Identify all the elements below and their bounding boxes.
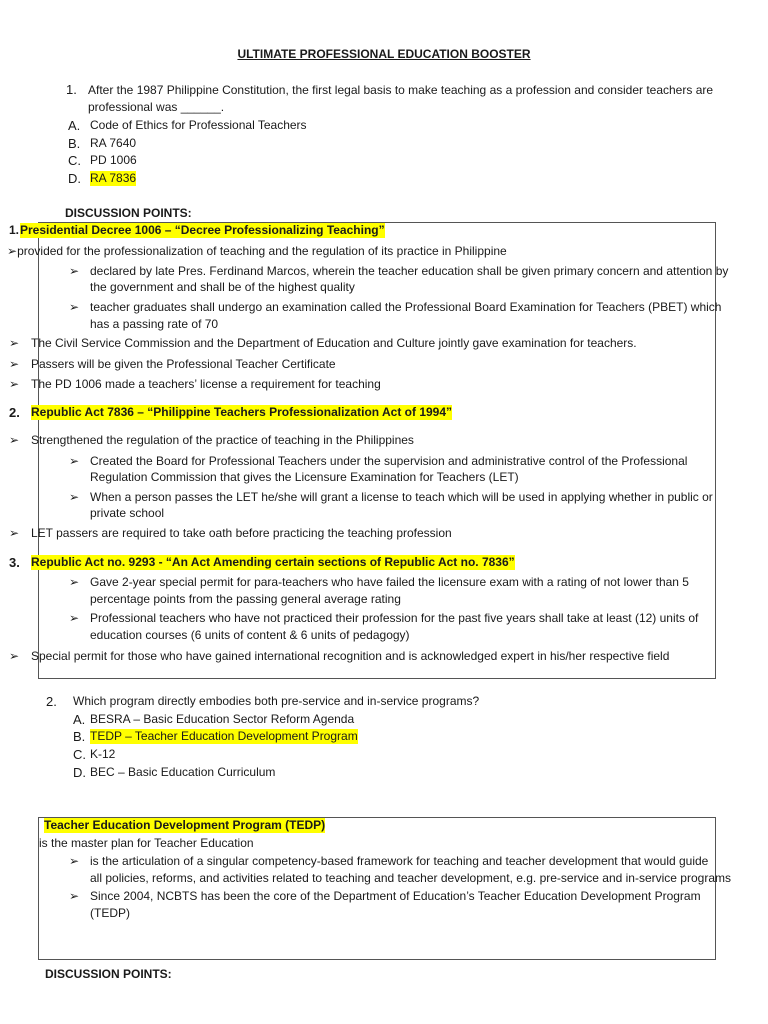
section1-heading: Presidential Decree 1006 – “Decree Professionalizing Teaching” [20, 223, 385, 237]
section2-bullet1: Strengthened the regulation of the practice of teaching in the Philippines [31, 433, 414, 447]
tedp-sub2-line2: (TEDP) [90, 906, 130, 920]
q2-choice-d: BEC – Basic Education Curriculum [90, 765, 276, 779]
q1-choice-d-letter: D. [68, 171, 81, 186]
q1-choice-a-letter: A. [68, 118, 81, 133]
section2-number: 2. [9, 405, 20, 420]
q1-number: 1. [66, 82, 77, 97]
arrow-bullet-icon: ➢ [9, 526, 20, 540]
section3-sub2-line2: education courses (6 units of content & 6 units of pedagogy) [90, 628, 410, 642]
section3-sub2-line1: Professional teachers who have not practiced their profession for the past five years shall take at least (12) units of [90, 611, 699, 625]
section1-sub1-line1: declared by late Pres. Ferdinand Marcos, wherein the teacher education shall be given primary concern and attention by [90, 264, 729, 278]
section3-number: 3. [9, 555, 20, 570]
q2-choice-b-answer: TEDP – Teacher Education Development Program [90, 729, 358, 743]
section1-bullet4: The PD 1006 made a teachers’ license a requirement for teaching [31, 377, 381, 391]
section2-sub1-line1: Created the Board for Professional Teachers under the supervision and administrative control of the Professional [90, 454, 688, 468]
section1-number: 1. [9, 223, 20, 237]
q2-text: Which program directly embodies both pre-service and in-service programs? [73, 694, 480, 708]
tedp-heading: Teacher Education Development Program (TEDP) [44, 818, 326, 832]
q2-choice-a: BESRA – Basic Education Sector Reform Agenda [90, 712, 355, 726]
tedp-sub2-line1: Since 2004, NCBTS has been the core of the Department of Education’s Teacher Education Development Program [90, 889, 701, 903]
discussion-points-label: DISCUSSION POINTS: [65, 206, 192, 220]
arrow-bullet-icon: ➢ [69, 889, 80, 903]
arrow-bullet-icon: ➢ [9, 649, 20, 663]
section1-bullet2: The Civil Service Commission and the Department of Education and Culture jointly gave examination for teachers. [31, 336, 637, 350]
arrow-bullet-icon: ➢ [9, 336, 20, 350]
q2-number: 2. [46, 694, 57, 709]
arrow-bullet-icon: ➢ [69, 854, 80, 868]
q2-choice-c-letter: C. [73, 747, 86, 762]
section1-sub1-line2: the government and shall be of the highest quality [90, 280, 355, 294]
q1-choice-c: PD 1006 [90, 153, 137, 167]
tedp-sub1-line2: all policies, reforms, and activities related to teaching and teacher development, e.g. pre-service and in-service programs [90, 871, 731, 885]
section2-heading: Republic Act 7836 – “Philippine Teachers Professionalization Act of 1994” [31, 405, 453, 419]
q1-text-line1: After the 1987 Philippine Constitution, the first legal basis to make teaching as a profession and consider teachers are [88, 83, 714, 97]
arrow-bullet-icon: ➢ [9, 377, 20, 391]
arrow-bullet-icon: ➢ [7, 244, 18, 258]
section2-sub2-line1: When a person passes the LET he/she will grant a license to teach which will be used in applying whether in public or [90, 490, 713, 504]
section1-bullet1-text: provided for the professionalization of teaching and the regulation of its practice in Philippine [17, 244, 507, 258]
section2-sub1-line2: Regulation Commission that gives the Licensure Examination for Teachers (LET) [90, 470, 519, 484]
section1-sub2-line1: teacher graduates shall undergo an examination called the Professional Board Examination for Teachers (PBET) which [90, 300, 722, 314]
arrow-bullet-icon: ➢ [69, 575, 80, 589]
section3-sub1-line1: Gave 2-year special permit for para-teachers who have failed the licensure exam with a rating of not lower than 5 [90, 575, 689, 589]
q1-choice-b: RA 7640 [90, 136, 137, 150]
tedp-sub1-line1: is the articulation of a singular competency-based framework for teaching and teacher development that would guide [90, 854, 709, 868]
arrow-bullet-icon: ➢ [69, 454, 80, 468]
q1-choice-c-letter: C. [68, 153, 81, 168]
section1-bullet1 [7, 244, 507, 259]
section3-heading: Republic Act no. 9293 - “An Act Amending certain sections of Republic Act no. 7836” [31, 555, 515, 569]
document-title: ULTIMATE PROFESSIONAL EDUCATION BOOSTER [237, 47, 531, 61]
tedp-intro: is the master plan for Teacher Education [39, 836, 254, 850]
section2-bullet2: LET passers are required to take oath before practicing the teaching profession [31, 526, 452, 540]
arrow-bullet-icon: ➢ [9, 433, 20, 447]
q1-choice-b-letter: B. [68, 136, 81, 151]
q1-text-line2: professional was ______. [88, 100, 225, 114]
arrow-bullet-icon: ➢ [69, 611, 80, 625]
arrow-bullet-icon: ➢ [69, 264, 80, 278]
discussion-points-label-2: DISCUSSION POINTS: [45, 967, 172, 981]
q2-choice-b-letter: B. [73, 729, 86, 744]
q2-choice-d-letter: D. [73, 765, 86, 780]
section2-sub2-line2: private school [90, 506, 165, 520]
section3-sub1-line2: percentage points from the passing general average rating [90, 592, 401, 606]
arrow-bullet-icon: ➢ [69, 300, 80, 314]
q1-choice-d-answer: RA 7836 [90, 171, 137, 185]
q1-choice-a: Code of Ethics for Professional Teachers [90, 118, 307, 132]
section1-sub2-line2: has a passing rate of 70 [90, 317, 219, 331]
section1-bullet3: Passers will be given the Professional Teacher Certificate [31, 357, 336, 371]
q2-choice-a-letter: A. [73, 712, 86, 727]
arrow-bullet-icon: ➢ [9, 357, 20, 371]
section3-bullet1: Special permit for those who have gained international recognition and is acknowledged expert in his/her respective field [31, 649, 670, 663]
q2-choice-c: K-12 [90, 747, 116, 761]
arrow-bullet-icon: ➢ [69, 490, 80, 504]
